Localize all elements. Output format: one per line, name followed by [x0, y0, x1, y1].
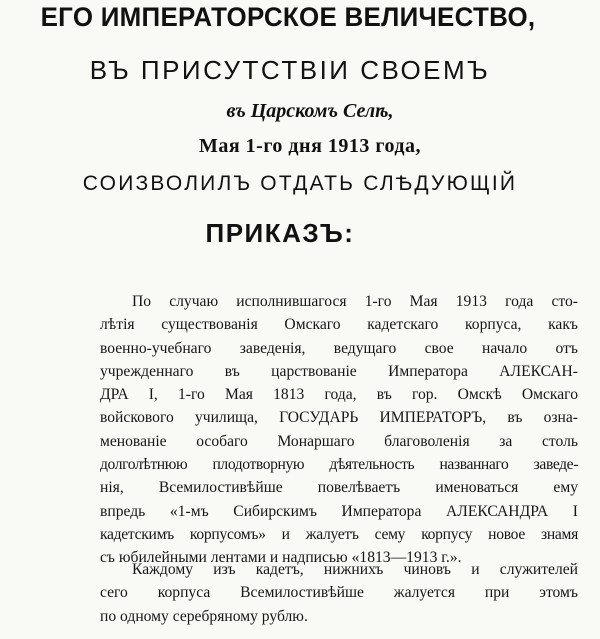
heading-deigned: СОИЗВОЛИЛЪ ОТДАТЬ СЛѢДУЮЩІЙ	[82, 172, 518, 195]
heading-place: въ Царскомъ Селѣ,	[226, 100, 394, 122]
text-line: впредь «1-мъ Сибирскимъ Императора АЛЕКСАНДРА I	[100, 502, 578, 520]
heading-majesty: ЕГО ИМПЕРАТОРСКОЕ ВЕЛИЧЕСТВО,	[40, 2, 536, 32]
heading-order: ПРИКАЗЪ:	[205, 218, 355, 248]
text-line: кадетскимъ корпусомъ» и жалуетъ сему корпусу новое знамя	[100, 525, 578, 543]
text-line: долголѣтнюю плодотворную дѣятельность названнаго заведе-	[100, 456, 578, 474]
text-line: менованіе особаго Монаршаго благоволенія за столь	[100, 432, 578, 450]
text-line: нія, Всемилостивѣйше повелѣваетъ именоваться ему	[100, 479, 578, 497]
text-line: съ юбилейными лентами и надписью «1813—1913 г.».	[100, 549, 462, 567]
text-line: сего корпуса Всемилостивѣйше жалуется при этомъ	[100, 584, 578, 602]
text-line: учрежденнаго въ царствованіе Императора АЛЕКСАН-	[100, 362, 578, 380]
heading-presence: ВЪ ПРИСУТСТВІИ СВОЕМЪ	[89, 55, 491, 85]
text-line: по одному серебряному рублю.	[100, 607, 308, 625]
text-line: По случаю исполнившагося 1-го Мая 1913 года сто-	[132, 293, 578, 310]
text-line: лѣтія существованія Омскаго кадетскаго корпуса, какъ	[100, 316, 578, 334]
order-paragraph-2	[100, 558, 578, 628]
order-paragraph-1	[100, 290, 578, 570]
heading-date: Мая 1-го дня 1913 года,	[198, 135, 422, 157]
text-line: военно-учебнаго заведенія, ведущаго свое начало отъ	[100, 339, 578, 357]
text-line: ДРА I, 1-го Мая 1813 года, въ гор. Омскѣ Омскаго	[100, 386, 578, 404]
text-line: войскового училища, ГОСУДАРЬ ИМПЕРАТОРЪ, въ озна-	[100, 409, 578, 427]
text-line: Каждому изъ кадетъ, нижнихъ чиновъ и служителей	[132, 561, 578, 578]
